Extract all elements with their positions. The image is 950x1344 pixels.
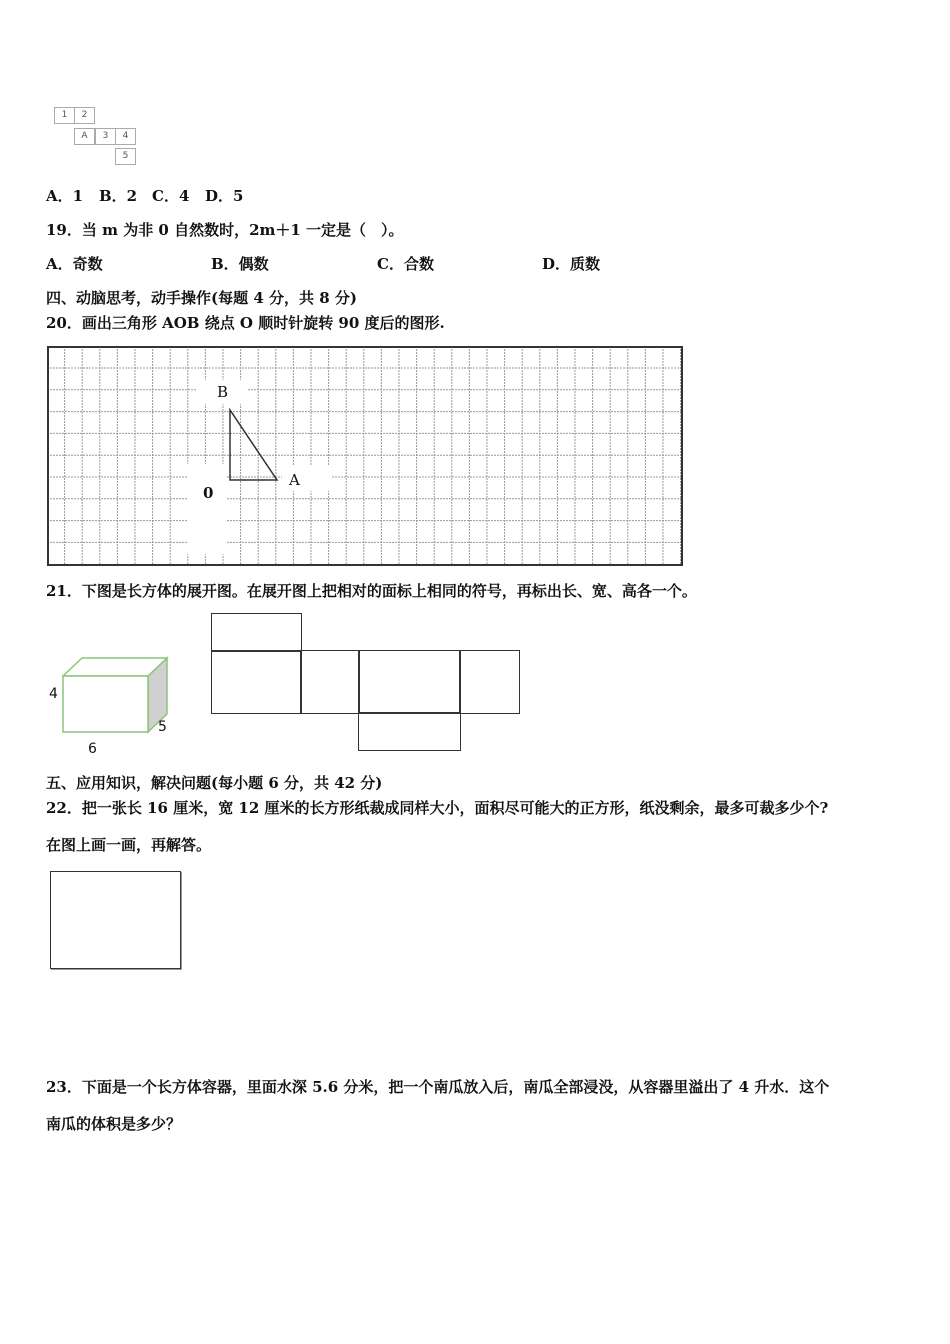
- option-a: A．1: [46, 187, 84, 205]
- question-20: 20．画出三角形 AOB 绕点 O 顺时针旋转 90 度后的图形.: [46, 314, 445, 332]
- net-face: [300, 650, 360, 714]
- net-face: [459, 650, 520, 714]
- question-22-instruction: 在图上画一画，再解答。: [46, 836, 212, 854]
- net-cell: 2: [74, 107, 95, 124]
- option-b: B．2: [99, 187, 138, 205]
- net-cell: 5: [115, 148, 136, 165]
- option-b: B．偶数: [211, 255, 269, 273]
- grid-lines: [47, 346, 683, 566]
- length-label: 6: [88, 741, 97, 757]
- net-cell: 4: [115, 128, 136, 145]
- cuboid-figure: [40, 650, 180, 760]
- height-label: 4: [49, 686, 58, 702]
- cuboid-top-face: [63, 658, 167, 676]
- question-23-line2: 南瓜的体积是多少？: [46, 1115, 182, 1133]
- point-a-label: A: [289, 471, 300, 489]
- net-face: [358, 712, 461, 751]
- section-4-title: 四、动脑思考，动手操作(每题 4 分，共 8 分): [46, 289, 357, 307]
- triangle-aob: [230, 410, 277, 480]
- net-cell: 3: [95, 128, 116, 145]
- paper-rectangle: [50, 871, 181, 969]
- label-mask: [187, 464, 227, 554]
- net-face: [211, 650, 302, 714]
- net-face: [358, 650, 461, 714]
- option-d: D．质数: [542, 255, 601, 273]
- question-22: 22．把一张长 16 厘米，宽 12 厘米的长方形纸裁成同样大小，面积尽可能大的正方形，纸没剩余，最多可裁多少个?: [46, 799, 829, 817]
- question-19: 19．当 m 为非 0 自然数时，2m＋1 一定是（ ）。: [46, 221, 404, 239]
- question-21: 21．下图是长方体的展开图。在展开图上把相对的面标上相同的符号，再标出长、宽、高各一个。: [46, 582, 697, 600]
- section-5-title: 五、应用知识，解决问题(每小题 6 分，共 42 分): [46, 774, 383, 792]
- question-23-line1: 23．下面是一个长方体容器，里面水深 5.6 分米，把一个南瓜放入后，南瓜全部浸没，从容器里溢出了 4 升水．这个: [46, 1078, 830, 1096]
- cuboid-front-face: [63, 676, 148, 732]
- net-cell: A: [74, 128, 95, 145]
- option-c: C．4: [152, 187, 190, 205]
- rotation-grid: [47, 346, 684, 567]
- grid-border: [48, 347, 682, 565]
- option-c: C．合数: [377, 255, 434, 273]
- net-cell: 1: [54, 107, 75, 124]
- option-d: D．5: [205, 187, 244, 205]
- option-a: A．奇数: [46, 255, 103, 273]
- point-o-label: 0: [203, 484, 214, 502]
- width-label: 5: [158, 719, 167, 735]
- point-b-label: B: [217, 383, 229, 401]
- net-face: [211, 613, 302, 652]
